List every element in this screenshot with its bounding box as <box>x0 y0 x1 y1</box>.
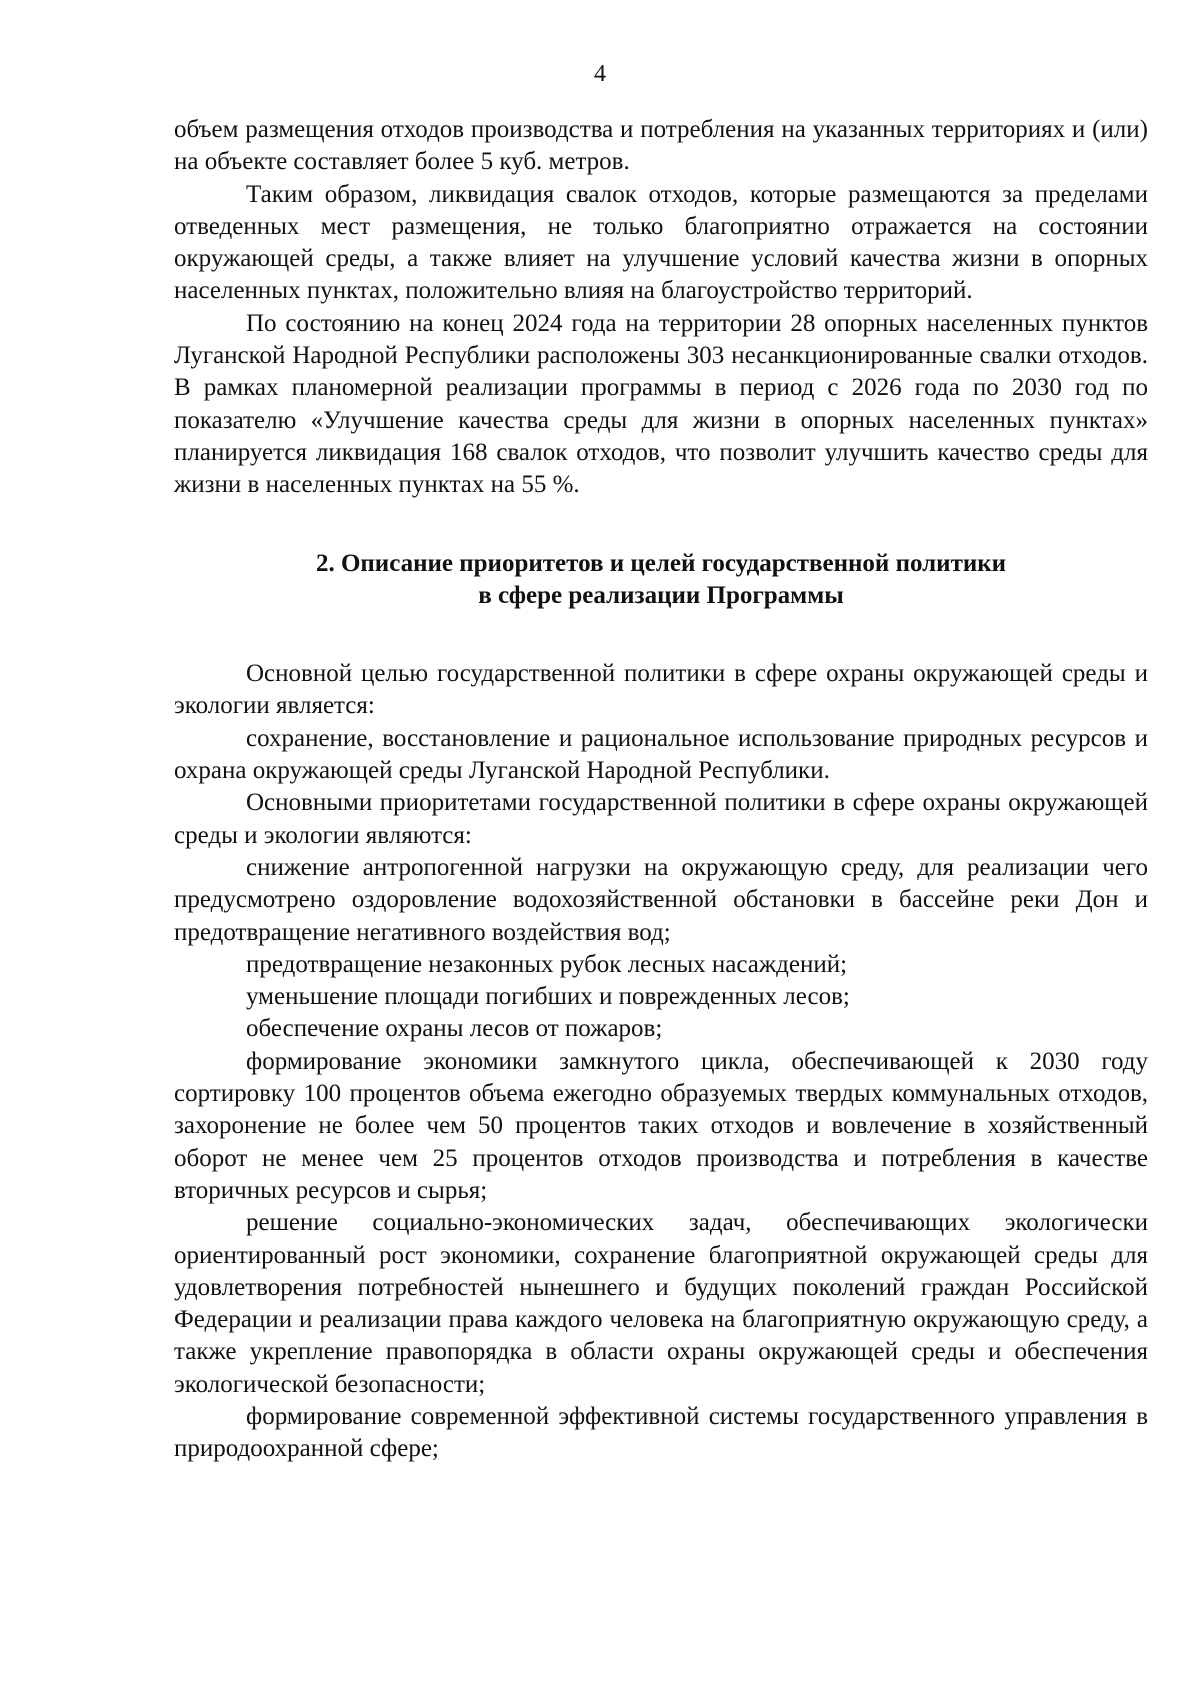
list-item: решение социально-экономических задач, обеспечивающих экологически ориентированный рост экономики, сохранение благоприятной окружающей среды для удовлетворения потребностей нынешнего и будущих поколений граждан Российской Федерации и реализации права каждого человека на благоприятную окружающую среду, а также укрепление правопорядка в области охраны окружающей среды и обеспечения экологической безопасности; <box>174 1209 1148 1398</box>
intro-section <box>174 114 1148 502</box>
paragraph: По состоянию на конец 2024 года на территории 28 опорных населенных пунктов Луганской Народной Республики расположены 303 несанкционированные свалки отходов. В рамках планомерной реализации программы в период с 2026 года по 2030 год по показателю «Улучшение качества среды для жизни в опорных населенных пунктах» планируется ликвидация 168 свалок отходов, что позволит улучшить качество среды для жизни в населенных пунктах на 55 %. <box>174 309 1148 499</box>
list-item: предотвращение незаконных рубок лесных насаждений; <box>246 950 848 978</box>
list-item: обеспечение охраны лесов от пожаров; <box>246 1015 663 1043</box>
list-item: снижение антропогенной нагрузки на окружающую среду, для реализации чего предусмотрено оздоровление водохозяйственной обстановки в бассейне реки Дон и предотвращение негативного воздействия вод; <box>174 853 1148 946</box>
paragraph: Основной целью государственной политики в сфере охраны окружающей среды и экологии является: <box>174 660 1148 720</box>
paragraph: Таким образом, ликвидация свалок отходов, которые размещаются за пределами отведенных мест размещения, не только благоприятно отражается на состоянии окружающей среды, а также влияет на улучшение условий качества жизни в опорных населенных пунктах, положительно влияя на благоустройство территорий. <box>174 180 1148 305</box>
paragraph: сохранение, восстановление и рациональное использование природных ресурсов и охрана окружающей среды Луганской Народной Республики. <box>174 724 1148 785</box>
paragraph: объем размещения отходов производства и потребления на указанных территориях и (или) на объекте составляет более 5 куб. метров. <box>174 116 1148 176</box>
document-body <box>174 114 1148 1466</box>
section-heading <box>174 548 1148 613</box>
list-item: формирование современной эффективной системы государственного управления в природоохранной сфере; <box>174 1402 1148 1463</box>
list-item: формирование экономики замкнутого цикла, обеспечивающей к 2030 году сортировку 100 процентов объема ежегодно образуемых твердых коммунальных отходов, захоронение не более чем 50 процентов таких отходов и вовлечение в хозяйственный оборот не менее чем 25 процентов отходов производства и потребления в качестве вторичных ресурсов и сырья; <box>174 1047 1148 1204</box>
list-item: уменьшение площади погибших и поврежденных лесов; <box>246 983 850 1011</box>
page-number: 4 <box>594 61 606 87</box>
priorities-section <box>174 658 1148 1465</box>
section-heading-line: 2. Описание приоритетов и целей государственной политики <box>315 549 1007 577</box>
section-heading-line: в сфере реализации Программы <box>478 581 844 609</box>
paragraph: Основными приоритетами государственной политики в сфере охраны окружающей среды и экологии являются: <box>174 789 1148 849</box>
